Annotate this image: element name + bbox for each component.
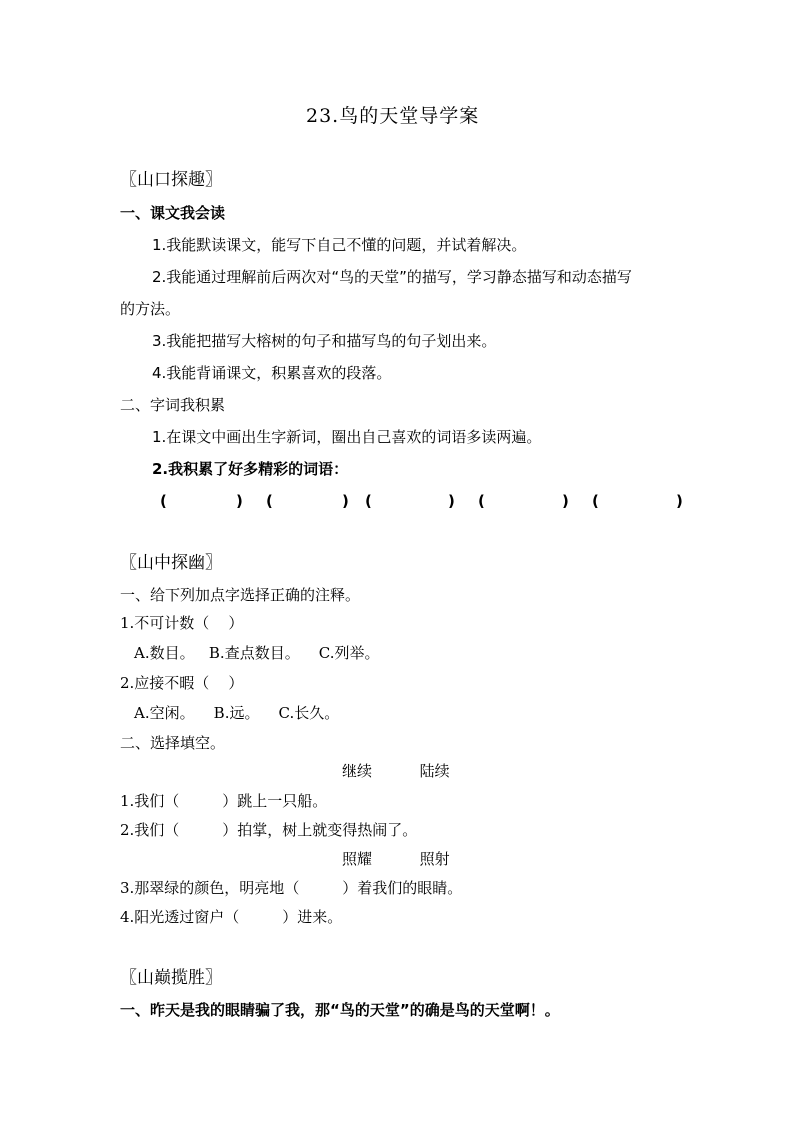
part-heading-reflection: 一、昨天是我的眼睛骗了我，那“鸟的天堂”的确是鸟的天堂啊！。 <box>120 1001 560 1019</box>
blank-close-paren: ) <box>236 492 243 510</box>
part-heading-reading: 一、课文我会读 <box>120 204 226 222</box>
fill-item-2: 2.我们（ ）拍掌，树上就变得热闹了。 <box>120 821 418 839</box>
question-2-options: A.空闲。 B.远。 C.长久。 <box>134 704 340 722</box>
blank-close-paren: ) <box>342 492 349 510</box>
blank-close-paren: ) <box>676 492 683 510</box>
blank-close-paren: ) <box>562 492 569 510</box>
blank-open-paren: ( <box>160 492 167 510</box>
part-heading-fill: 二、选择填空。 <box>120 734 226 752</box>
word-choice-2: 照耀 照射 <box>342 850 450 868</box>
word-choice-1: 继续 陆续 <box>342 762 450 780</box>
goal-item-3: 3.我能把描写大榕树的句子和描写鸟的句子划出来。 <box>152 332 497 350</box>
goal-item-2: 2.我能通过理解前后两次对“鸟的天堂”的描写，学习静态描写和动态描写 <box>152 268 632 286</box>
goal-item-4: 4.我能背诵课文，积累喜欢的段落。 <box>152 364 392 382</box>
part-heading-vocab: 二、字词我积累 <box>120 396 226 414</box>
vocab-item-2: 2.我积累了好多精彩的词语： <box>152 460 349 478</box>
section-heading-shankou: 〖山口探趣〗 <box>120 170 222 190</box>
fill-item-4: 4.阳光透过窗户（ ）进来。 <box>120 908 343 926</box>
question-1-options: A.数目。 B.查点数目。 C.列举。 <box>134 644 380 662</box>
question-1: 1.不可计数（ ） <box>120 614 244 632</box>
blank-close-paren: ) <box>448 492 455 510</box>
section-heading-shanzhong: 〖山中探幽〗 <box>120 553 222 573</box>
fill-item-3: 3.那翠绿的颜色，明亮地（ ）着我们的眼睛。 <box>120 879 463 897</box>
section-heading-shandian: 〖山巅揽胜〗 <box>120 968 222 988</box>
goal-item-2-cont: 的方法。 <box>120 300 181 318</box>
goal-item-1: 1.我能默读课文，能写下自己不懂的问题，并试着解决。 <box>152 236 527 254</box>
blank-open-paren: ( <box>478 492 485 510</box>
blank-open-paren: ( <box>592 492 599 510</box>
part-heading-annotation: 一、给下列加点字选择正确的注释。 <box>120 586 361 604</box>
blank-open-paren: ( <box>266 492 273 510</box>
blank-open-paren: ( <box>365 492 372 510</box>
vocab-item-1: 1.在课文中画出生字新词，圈出自己喜欢的词语多读两遍。 <box>152 428 542 446</box>
question-2: 2.应接不暇（ ） <box>120 674 244 692</box>
fill-item-1: 1.我们（ ）跳上一只船。 <box>120 792 328 810</box>
page-title: 23.鸟的天堂导学案 <box>306 105 480 127</box>
